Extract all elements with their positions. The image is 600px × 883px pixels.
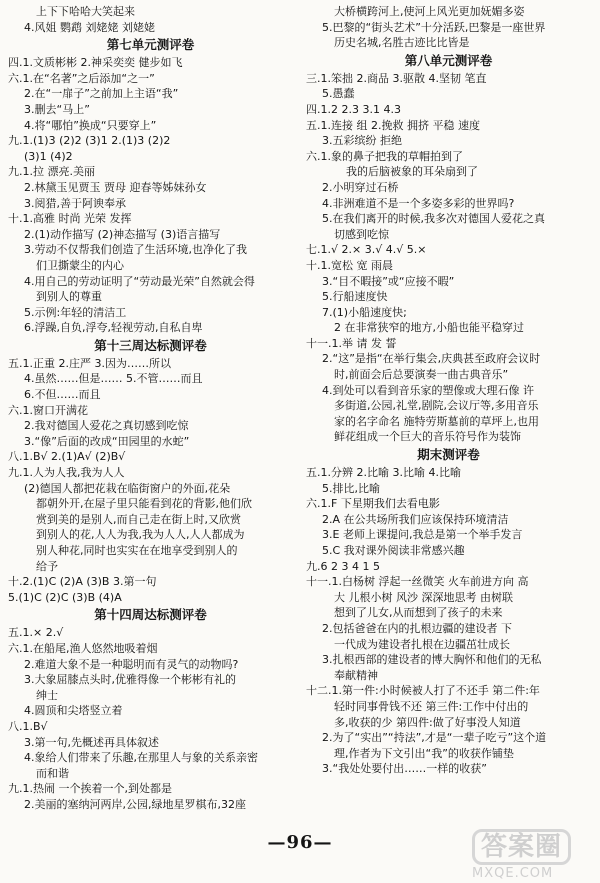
answer-line: (2)德国人都把花栽在临街窗户的外面,花朵 xyxy=(24,481,231,495)
answer-line: 到别人的花,人人为我,我为人人,人人都成为 xyxy=(36,528,245,542)
answer-line: 4.到处可以看到音乐家的塑像或大理石像 许 xyxy=(322,383,534,397)
answer-line: 3.删去“马上” xyxy=(24,102,90,116)
answer-line: 5.C 我对课外阅读非常感兴趣 xyxy=(322,544,465,557)
answer-line: 4.用自己的劳动证明了“劳动最光荣”自然就会得 xyxy=(24,274,255,288)
answer-line: 5.愚蠢 xyxy=(322,87,355,101)
answer-line: 6.浮躁,自负,浮夸,轻视劳动,自私自卑 xyxy=(24,321,203,335)
answer-line: 家的名字命名 施特劳斯墓前的草坪上,也用 xyxy=(334,414,539,428)
answer-line: 多,收获的少 第四件:做了好事没人知道 xyxy=(334,715,521,729)
answer-line: 3.五彩缤纷 拒绝 xyxy=(322,134,402,148)
section-heading: 第十四周达标测评卷 xyxy=(94,607,207,623)
answer-line: 4.将“哪怕”换成“只要穿上” xyxy=(24,118,157,132)
answer-line: 2.小明穿过石桥 xyxy=(322,180,399,194)
answer-line: 十一.1.白杨树 浮起一丝微笑 火车前进方向 高 xyxy=(306,575,529,589)
answer-line: 鲜花组成一个巨大的音乐符号作为装饰 xyxy=(334,430,521,444)
answer-line: 六.1.在船尾,渔人悠然地吸着烟 xyxy=(8,641,158,655)
answer-line: 2.A 在公共场所我们应该保持环境清洁 xyxy=(322,512,509,526)
right-column xyxy=(306,4,591,777)
answer-line: 三.1.笨拙 2.商品 3.驱散 4.坚韧 笔直 xyxy=(306,71,487,85)
answer-line: 2.难道大象不是一种聪明而有灵气的动物吗? xyxy=(24,657,239,671)
answer-line: 历史名城,名胜古迹比比皆是 xyxy=(334,36,470,50)
answer-line: 七.1.√ 2.× 3.√ 4.√ 5.× xyxy=(306,243,427,257)
answer-line: 3.扎根西部的建设者的博大胸怀和他们的无私 xyxy=(322,653,542,667)
answer-line: 绅士 xyxy=(36,688,58,702)
answer-line: 到别人的尊重 xyxy=(36,290,102,304)
answer-line: 六.1.F 下星期我们去看电影 xyxy=(306,497,440,511)
answer-line: 四.1.2 2.3 3.1 4.3 xyxy=(306,102,401,116)
answer-line: 4.象给人们带来了乐趣,在那里人与象的关系亲密 xyxy=(24,751,258,765)
watermark xyxy=(472,829,590,881)
answer-line: (3)1 (4)2 xyxy=(24,149,73,163)
answer-line: 4.非洲难道不是一个多姿多彩的世界吗? xyxy=(322,196,515,210)
answer-line: 2.我对德国人爱花之真切感到吃惊 xyxy=(24,419,189,433)
answer-line: 九.1.拉 漂亮.美丽 xyxy=(8,165,95,179)
answer-line: 赏到美的是别人,而自己走在街上时,又欣赏 xyxy=(36,512,241,526)
answer-line: 十一.1.举 请 发 誓 xyxy=(306,336,397,350)
answer-line: 时,前面会后总要演奏一曲古典音乐” xyxy=(334,368,509,382)
answer-line: 4.圆顶和尖塔竖立着 xyxy=(24,704,123,718)
page-number: —96— xyxy=(267,832,333,853)
answer-line: 五.1.正重 2.庄严 3.因为……所以 xyxy=(8,356,171,370)
answer-line: 给予 xyxy=(36,559,58,573)
answer-line: 2.林黛玉见贾玉 贾母 迎春等姊妹孙女 xyxy=(24,180,207,194)
section-heading: 第十三周达标测评卷 xyxy=(94,337,207,353)
section-heading: 期末测评卷 xyxy=(417,447,480,463)
answer-line: 3.第一句,先概述再具体叙述 xyxy=(24,735,159,749)
answer-line: 多街道,公园,礼堂,剧院,会议厅等,多用音乐 xyxy=(334,399,539,413)
answer-line: 5.在我们离开的时候,我多次对德国人爱花之真 xyxy=(322,212,545,226)
answer-line: 们卫撕蒙尘的内心 xyxy=(36,258,124,272)
answer-line: 5.巴黎的“街头艺术”十分活跃,巴黎是一座世界 xyxy=(322,20,546,34)
answer-line: 5.排比,比喻 xyxy=(322,481,380,495)
answer-line: 我的后脑被象的耳朵扇到了 xyxy=(346,165,478,179)
answer-line: 都朝外开,在屋子里只能看到花的背影,他们欣 xyxy=(36,497,252,511)
answer-line: 2.包括爸爸在内的扎根边疆的建设者 下 xyxy=(322,621,512,635)
answer-line: 六.1.在“名著”之后添加“之一” xyxy=(8,71,155,85)
answer-line: 大桥横跨河上,使河上风光更加妩媚多姿 xyxy=(334,5,525,18)
answer-line: 2.美丽的塞纳河两岸,公园,绿地星罗棋布,32座 xyxy=(24,797,246,811)
answer-line: 十.1.高雅 时尚 光荣 发挥 xyxy=(8,212,132,226)
answer-line: 别人种花,同时也实实在在地享受到别人的 xyxy=(36,544,238,557)
answer-line: 2.“这”是指“在举行集会,庆典甚至政府会议时 xyxy=(322,352,541,366)
left-column xyxy=(8,4,293,813)
answer-line: 3.“像”后面的改成“田园里的水蛇” xyxy=(24,434,190,448)
answer-line: 五.1.× 2.√ xyxy=(8,626,64,640)
answer-line: 3.“目不暇接”或“应接不暇” xyxy=(322,274,455,288)
answer-line: 2.(1)动作描写 (2)神态描写 (3)语言描写 xyxy=(24,227,221,241)
answer-line: 5.(1)C (2)C (3)B (4)A xyxy=(8,590,122,604)
answer-line: 5.示例:年轻的清洁工 xyxy=(24,305,127,319)
answer-line: 九.1.(1)3 (2)2 (3)1 2.(1)3 (2)2 xyxy=(8,134,171,148)
answer-line: 十.1.宽松 宽 雨晨 xyxy=(306,258,393,272)
answer-line: 3.大象屈膝点头时,优雅得像一个彬彬有礼的 xyxy=(24,673,236,687)
answer-line: 切感到吃惊 xyxy=(334,227,389,241)
answer-line: 上下下哈哈大笑起来 xyxy=(36,5,135,18)
answer-line: 轻时同事骨钱不还 第三件:工作中付出的 xyxy=(334,699,529,713)
answer-line: 7.(1)小船速度快; xyxy=(322,305,407,319)
section-heading: 第七单元测评卷 xyxy=(106,37,195,53)
answer-line: 2 在非常狭窄的地方,小船也能平稳穿过 xyxy=(334,321,524,335)
answer-line: 十.2.(1)C (2)A (3)B 3.第一句 xyxy=(8,575,157,589)
answer-line: 6.不但……而且 xyxy=(24,388,101,402)
answer-line: 5.行船速度快 xyxy=(322,290,388,304)
answer-line: 六.1.窗口开满花 xyxy=(8,403,88,417)
answer-line: 五.1.分辨 2.比喻 3.比喻 4.比喻 xyxy=(306,466,461,480)
answer-line: 四.1.文质彬彬 2.神采奕奕 健步如飞 xyxy=(8,56,183,70)
answer-line: 九.6 2 3 4 1 5 xyxy=(306,559,380,573)
answer-line: 九.1.热闹 一个挨着一个,到处都是 xyxy=(8,782,172,796)
answer-line: 而和谐 xyxy=(36,766,69,780)
answer-line: 3.“我处处要付出……一样的收获” xyxy=(322,762,487,776)
answer-line: 一代成为建设者扎根在边疆茁壮成长 xyxy=(334,637,510,651)
section-heading: 第八单元测评卷 xyxy=(404,52,493,68)
watermark-logo: 答案圈 xyxy=(472,829,571,865)
answer-line: 3.劳动不仅帮我们创造了生活环境,也净化了我 xyxy=(24,243,247,257)
answer-line: 4.虽然……但是…… 5.不管……而且 xyxy=(24,372,203,386)
answer-line: 3.E 老师上课提问,我总是第一个举手发言 xyxy=(322,528,523,542)
answer-line: 3.阅猎,善于阿谀奉承 xyxy=(24,196,126,210)
watermark-url: MXQE.COM xyxy=(472,866,554,881)
answer-line: 2.在“一扉子”之前加上主语“我” xyxy=(24,87,179,101)
answer-line: 大 儿根小树 风沙 深深地思考 由树联 xyxy=(334,590,513,604)
answer-line: 六.1.象的鼻子把我的草帽拍到了 xyxy=(306,149,463,163)
answer-line: 理,作者为下文引出“我”的收获作铺垫 xyxy=(334,746,514,760)
answer-line: 奉献精神 xyxy=(334,668,378,682)
answer-line: 八.1.B√ xyxy=(8,719,48,733)
answer-line: 九.1.人为人我,我为人人 xyxy=(8,466,125,480)
answer-line: 4.风姐 鹦鹉 刘姥姥 刘姥姥 xyxy=(24,20,155,34)
answer-line: 十二.1.第一件:小时候被人打了不还手 第二件:年 xyxy=(306,684,540,698)
answer-line: 2.为了“实出”“持法”,才是“一辈子吃亏”这个道 xyxy=(322,731,547,745)
answer-line: 想到了儿女,从而想到了孩子的未来 xyxy=(334,606,503,620)
answer-line: 八.1.B√ 2.(1)A√ (2)B√ xyxy=(8,450,126,464)
answer-line: 五.1.连接 组 2.挽救 拥挤 平稳 速度 xyxy=(306,118,480,132)
